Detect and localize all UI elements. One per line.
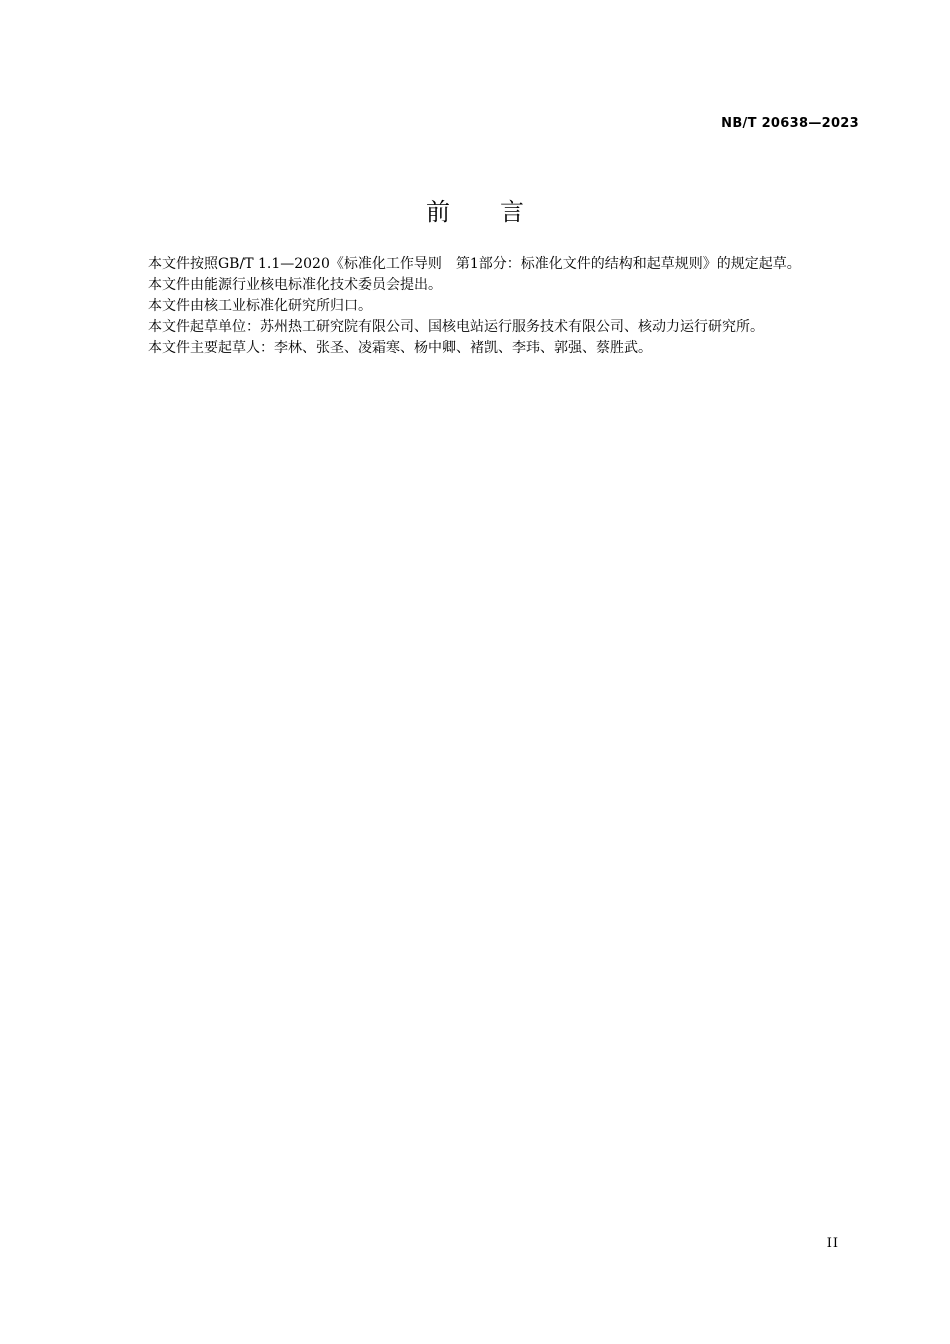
foreword-body (113, 254, 861, 359)
standard-number: NB/T 20638—2023 (721, 116, 859, 131)
paragraph-proposer: 本文件由能源行业核电标准化技术委员会提出。 (148, 277, 442, 293)
page-number: II (826, 1236, 839, 1251)
page-title: 前言 (426, 198, 574, 226)
paragraph-drafting-rules: 本文件按照GB/T 1.1—2020《标准化工作导则 第1部分：标准化文件的结构和起草规则》的规定起草。 (148, 256, 801, 272)
paragraph-drafters: 本文件主要起草人：李林、张圣、凌霜寒、杨中卿、褚凯、李玮、郭强、蔡胜武。 (148, 340, 652, 356)
paragraph-drafting-units: 本文件起草单位：苏州热工研究院有限公司、国核电站运行服务技术有限公司、核动力运行研究所。 (148, 319, 764, 335)
paragraph-administrator: 本文件由核工业标准化研究所归口。 (148, 298, 372, 314)
